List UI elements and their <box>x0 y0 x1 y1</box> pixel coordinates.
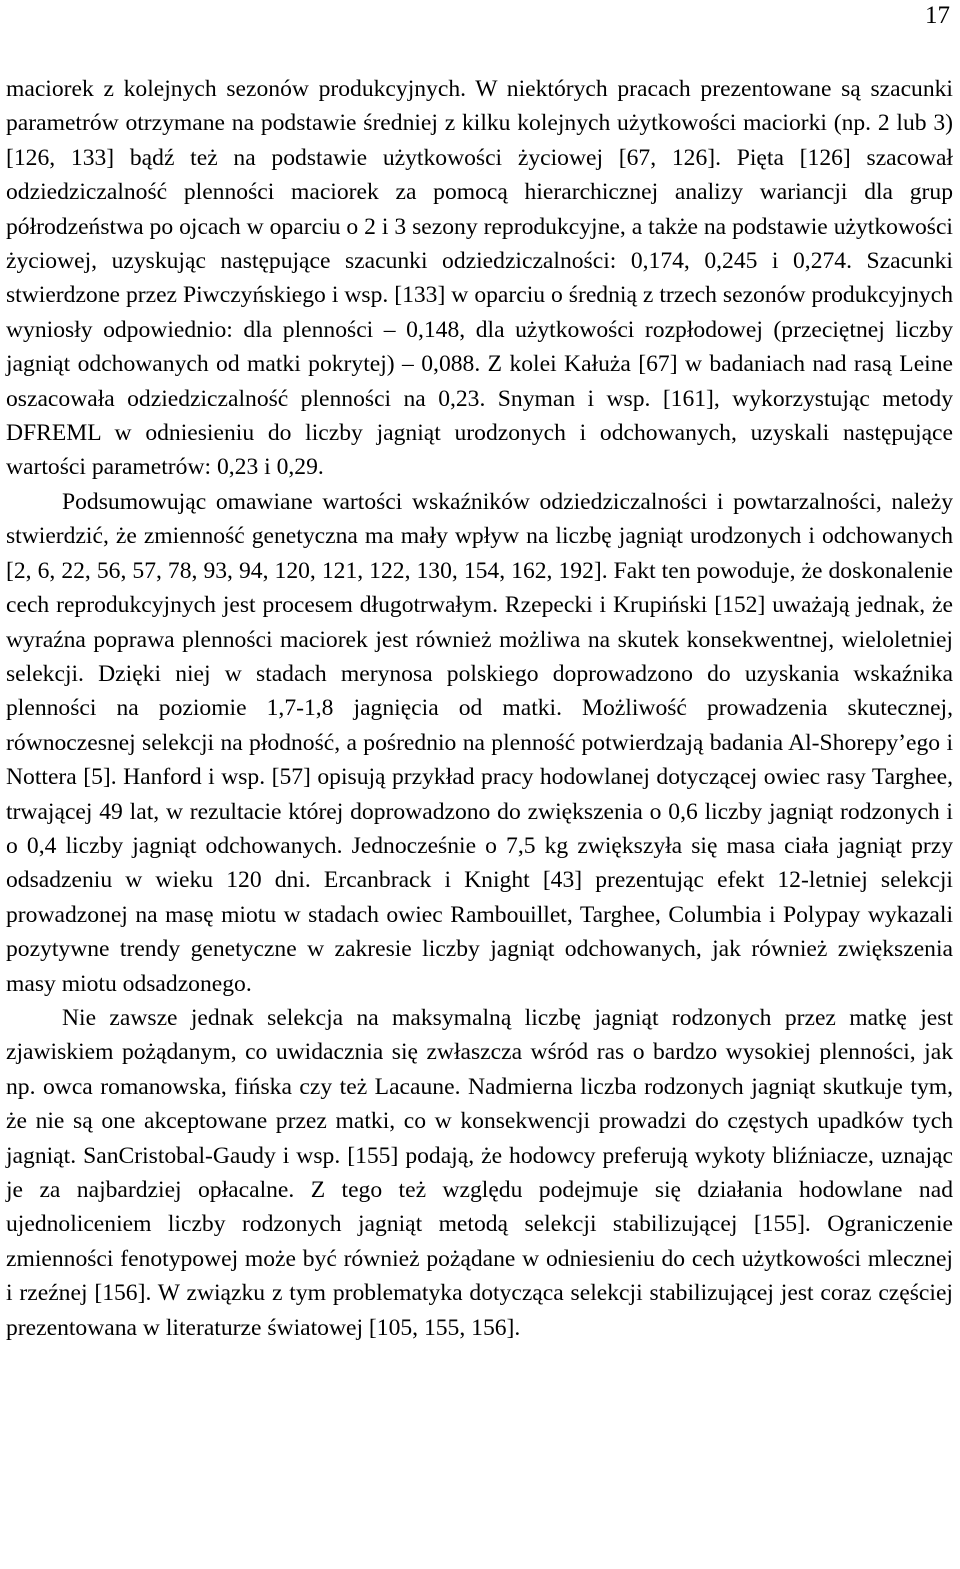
page-number: 17 <box>925 2 950 29</box>
paragraph-2: Podsumowując omawiane wartości wskaźników odziedziczalności i powtarzalności, należy stwierdzić, że zmienność genetyczna ma mały wpływ na liczbę jagniąt urodzonych i odchowanych [2, 6, 22, 56, 57, 78, 93, 94, 120, 121, 122, 130, 154, 162, 192]. Fakt ten powoduje, że doskonalenie cech reprodukcyjnych jest procesem długotrwałym. Rzepecki i Krupiński [152] uważają jednak, że wyraźna poprawa plenności maciorek jest również możliwa na skutek konsekwentnej, wieloletniej selekcji. Dzięki niej w stadach merynosa polskiego doprowadzono do uzyskania wskaźnika plenności na poziomie 1,7-1,8 jagnięcia od matki. Możliwość prowadzenia skutecznej, równoczesnej selekcji na płodność, a pośrednio na plenność potwierdzają badania Al-Shorepy’ego i Nottera [5]. Hanford i wsp. [57] opisują przykład pracy hodowlanej dotyczącej owiec rasy Targhee, trwającej 49 lat, w rezultacie której doprowadzono do zwiększenia o 0,6 liczby jagniąt rodzonych i o 0,4 liczby jagniąt odchowanych. Jednocześnie o 7,5 kg zwiększyła się masa ciała jagniąt przy odsadzeniu w wieku 120 dni. Ercanbrack i Knight [43] prezentując efekt 12-letniej selekcji prowadzonej na masę miotu w stadach owiec Rambouillet, Targhee, Columbia i Polypay wykazali pozytywne trendy genetyczne w zakresie liczby jagniąt odchowanych, jak również zwiększenia masy miotu odsadzonego. <box>6 488 953 997</box>
body-text <box>6 72 953 1345</box>
paragraph-1: maciorek z kolejnych sezonów produkcyjnych. W niektórych pracach prezentowane są szacunki parametrów otrzymane na podstawie średniej z kilku kolejnych użytkowości maciorki (np. 2 lub 3) [126, 133] bądź też na podstawie użytkowości życiowej [67, 126]. Pięta [126] szacował odziedziczalność plenności maciorek za pomocą hierarchicznej analizy wariancji dla grup półrodzeństwa po ojcach w oparciu o 2 i 3 sezony reprodukcyjne, a także na podstawie użytkowości życiowej, uzyskując następujące szacunki odziedziczalności: 0,174, 0,245 i 0,274. Szacunki stwierdzone przez Piwczyńskiego i wsp. [133] w oparciu o średnią z trzech sezonów produkcyjnych wyniosły odpowiednio: dla plenności – 0,148, dla użytkowości rozpłodowej (przeciętnej liczby jagniąt odchowanych od matki pokrytej) – 0,088. Z kolei Kałuża [67] w badaniach nad rasą Leine oszacowała odziedziczalność plenności na 0,23. Snyman i wsp. [161], wykorzystując metody DFREML w odniesieniu do liczby jagniąt urodzonych i odchowanych, uzyskali następujące wartości parametrów: 0,23 i 0,29. <box>6 76 953 481</box>
paragraph-3: Nie zawsze jednak selekcja na maksymalną liczbę jagniąt rodzonych przez matkę jest zjawiskiem pożądanym, co uwidacznia się zwłaszcza wśród ras o bardzo wysokiej plenności, jak np. owca romanowska, fińska czy też Lacaune. Nadmierna liczba rodzonych jagniąt skutkuje tym, że nie są one akceptowane przez matki, co w konsekwencji prowadzi do częstych upadków tych jagniąt. SanCristobal-Gaudy i wsp. [155] podają, że hodowcy preferują wykoty bliźniacze, uznając je za najbardziej opłacalne. Z tego też względu podejmuje się działania hodowlane nad ujednoliceniem liczby rodzonych jagniąt metodą selekcji stabilizującej [155]. Ograniczenie zmienności fenotypowej może być również pożądane w odniesieniu do cech użytkowości mlecznej i rzeźnej [156]. W związku z tym problematyka dotycząca selekcji stabilizującej jest coraz częściej prezentowana w literaturze światowej [105, 155, 156]. <box>6 1004 953 1341</box>
